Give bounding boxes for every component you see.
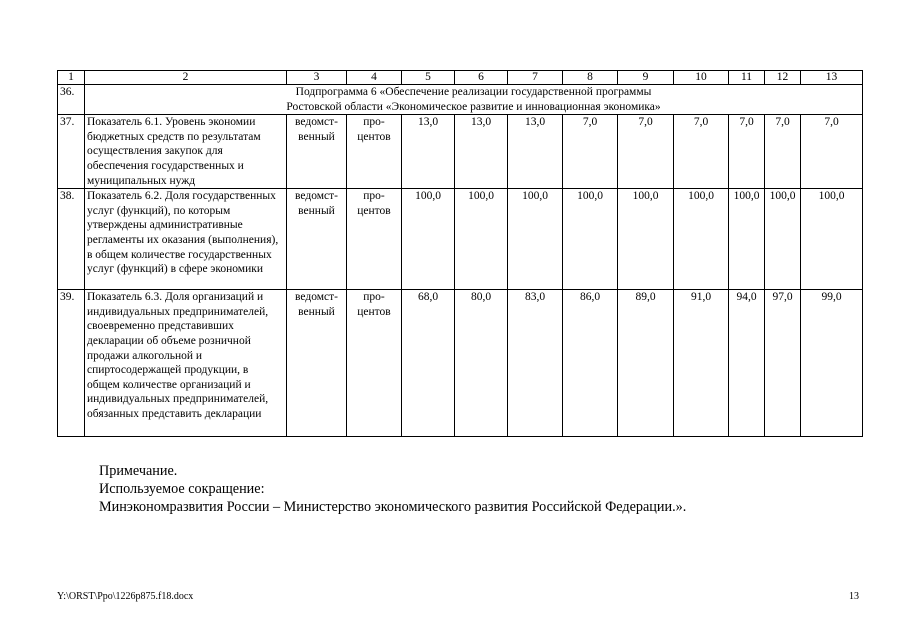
value-cell: 13,0 (508, 115, 563, 189)
notes-section (99, 463, 686, 516)
indicator-type (287, 290, 347, 437)
subprogram-title (85, 85, 863, 115)
column-number-cell: 7 (508, 71, 563, 85)
subprogram-title-line: Подпрограмма 6 «Обеспечение реализации государственной программы (295, 86, 652, 98)
page-number: 13 (849, 591, 859, 602)
value-cell: 100,0 (801, 189, 863, 290)
column-number-cell: 6 (455, 71, 508, 85)
value-cell: 100,0 (455, 189, 508, 290)
value-cell: 100,0 (563, 189, 618, 290)
value-cell: 7,0 (563, 115, 618, 189)
indicator-table (57, 70, 863, 437)
column-number-cell: 11 (729, 71, 765, 85)
value-cell: 97,0 (765, 290, 801, 437)
column-number-row (58, 71, 863, 85)
column-number-cell: 13 (801, 71, 863, 85)
column-number-cell: 8 (563, 71, 618, 85)
value-cell: 83,0 (508, 290, 563, 437)
indicator-name: Показатель 6.1. Уровень экономии бюджетных средств по результатам осуществления закупок для обеспечения государственных и муниципальных нужд (85, 115, 287, 189)
indicator-type-line: венный (298, 130, 335, 143)
value-cell: 91,0 (674, 290, 729, 437)
unit-line: про- (363, 291, 385, 304)
table-row (58, 115, 863, 189)
column-number-cell: 2 (85, 71, 287, 85)
row-number: 36. (58, 85, 85, 115)
value-cell: 100,0 (402, 189, 455, 290)
file-path: Y:\ORST\Ppo\1226p875.f18.docx (57, 591, 194, 602)
column-number-cell: 10 (674, 71, 729, 85)
value-cell: 80,0 (455, 290, 508, 437)
value-cell: 89,0 (618, 290, 674, 437)
abbreviation-text: Минэкономразвития России – Министерство экономического развития Российской Федерации.». (99, 498, 687, 515)
unit-of-measure (347, 290, 402, 437)
value-cell: 7,0 (801, 115, 863, 189)
indicator-type-line: венный (298, 204, 335, 217)
indicator-type-line: ведомст- (295, 291, 338, 304)
value-cell: 13,0 (455, 115, 508, 189)
value-cell: 100,0 (729, 189, 765, 290)
subprogram-row (58, 85, 863, 115)
value-cell: 7,0 (674, 115, 729, 189)
value-cell: 7,0 (729, 115, 765, 189)
table-row (58, 189, 863, 290)
value-cell: 94,0 (729, 290, 765, 437)
value-cell: 7,0 (618, 115, 674, 189)
row-number: 37. (58, 115, 85, 189)
unit-line: центов (357, 305, 391, 318)
unit-line: про- (363, 116, 385, 129)
value-cell: 13,0 (402, 115, 455, 189)
unit-line: центов (357, 204, 391, 217)
column-number-cell: 9 (618, 71, 674, 85)
column-number-cell: 3 (287, 71, 347, 85)
indicator-name: Показатель 6.3. Доля организаций и индивидуальных предпринимателей, своевременно представивших декларации об объеме розничной продажи алкогольной и спиртосодержащей продукции, в общем количестве организаций и индивидуальных предпринимателей, обязанных представить декларации (85, 290, 287, 437)
indicator-type (287, 189, 347, 290)
value-cell: 86,0 (563, 290, 618, 437)
value-cell: 99,0 (801, 290, 863, 437)
column-number-cell: 4 (347, 71, 402, 85)
column-number-cell: 1 (58, 71, 85, 85)
abbreviation-heading: Используемое сокращение: (99, 480, 265, 497)
table-row (58, 290, 863, 437)
column-number-cell: 5 (402, 71, 455, 85)
value-cell: 7,0 (765, 115, 801, 189)
value-cell: 100,0 (508, 189, 563, 290)
indicator-type-line: ведомст- (295, 116, 338, 129)
value-cell: 100,0 (765, 189, 801, 290)
subprogram-title-line: Ростовской области «Экономическое развитие и инновационная экономика» (286, 100, 661, 113)
row-number: 39. (58, 290, 85, 437)
notes-title: Примечание. (99, 463, 178, 479)
indicator-type-line: ведомст- (295, 190, 338, 203)
unit-of-measure (347, 115, 402, 189)
column-number-cell: 12 (765, 71, 801, 85)
value-cell: 68,0 (402, 290, 455, 437)
unit-line: про- (363, 190, 385, 203)
value-cell: 100,0 (674, 189, 729, 290)
indicator-name: Показатель 6.2. Доля государственных услуг (функций), по которым утверждены административные регламенты их оказания (выполнения), в общем количестве государственных услуг (функций) в сфере экономики (85, 189, 287, 290)
unit-line: центов (357, 130, 391, 143)
indicator-type-line: венный (298, 305, 335, 318)
indicator-type (287, 115, 347, 189)
unit-of-measure (347, 189, 402, 290)
row-number: 38. (58, 189, 85, 290)
value-cell: 100,0 (618, 189, 674, 290)
